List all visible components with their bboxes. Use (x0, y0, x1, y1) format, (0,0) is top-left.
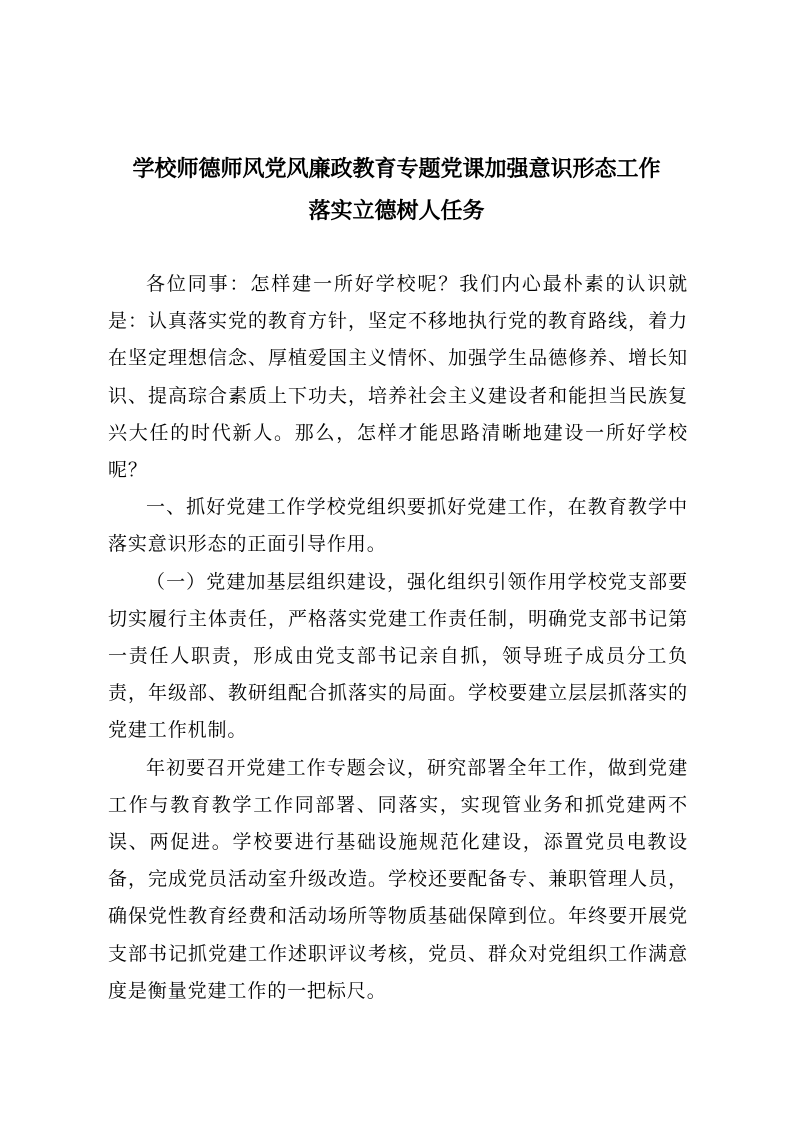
paragraph-1: 各位同事：怎样建一所好学校呢？我们内心最朴素的认识就是：认真落实党的教育方针，坚定不移地执行党的教育路线，着力在坚定理想信念、厚植爱国主义情怀、加强学生品德修养、增长知识、提高琮合素质上下功夫，培养社会主义建设者和能担当民族复兴大任的时代新人。那么，怎样才能思路清晰地建设一所好学校呢？ (108, 273, 688, 482)
paragraph-4: 年初要召开党建工作专题会议，研究部署全年工作，做到党建工作与教育教学工作同部署、同落实，实现管业务和抓党建两不误、两促进。学校要进行基础设施规范化建设，添置党员电教设备，完成党员活动室升级改造。学校还要配备专、兼职管理人员，确保党性教育经费和活动场所等物质基础保障到位。年终要开展党支部书记抓党建工作述职评议考核，党员、群众对党组织工作满意度是衡量党建工作的一把标尺。 (108, 756, 688, 1002)
document-title-line-2: 落实立德树人任务 (308, 199, 485, 224)
paragraph-2: 一、抓好党建工作学校党组织要抓好党建工作，在教育教学中落实意识形态的正面引导作用。 (108, 496, 688, 556)
document-title-line-1: 学校师德师风党风廉政教育专题党课加强意识形态工作 (132, 157, 661, 182)
document-body (108, 266, 688, 1010)
paragraph-3: （一）党建加基层组织建设，强化组织引领作用学校党支部要切实履行主体责任，严格落实党建工作责任制，明确党支部书记第一责任人职责，形成由党支部书记亲自抓，领导班子成员分工负责，年级部、教研组配合抓落实的局面。学校要建立层层抓落实的党建工作机制。 (108, 570, 688, 742)
